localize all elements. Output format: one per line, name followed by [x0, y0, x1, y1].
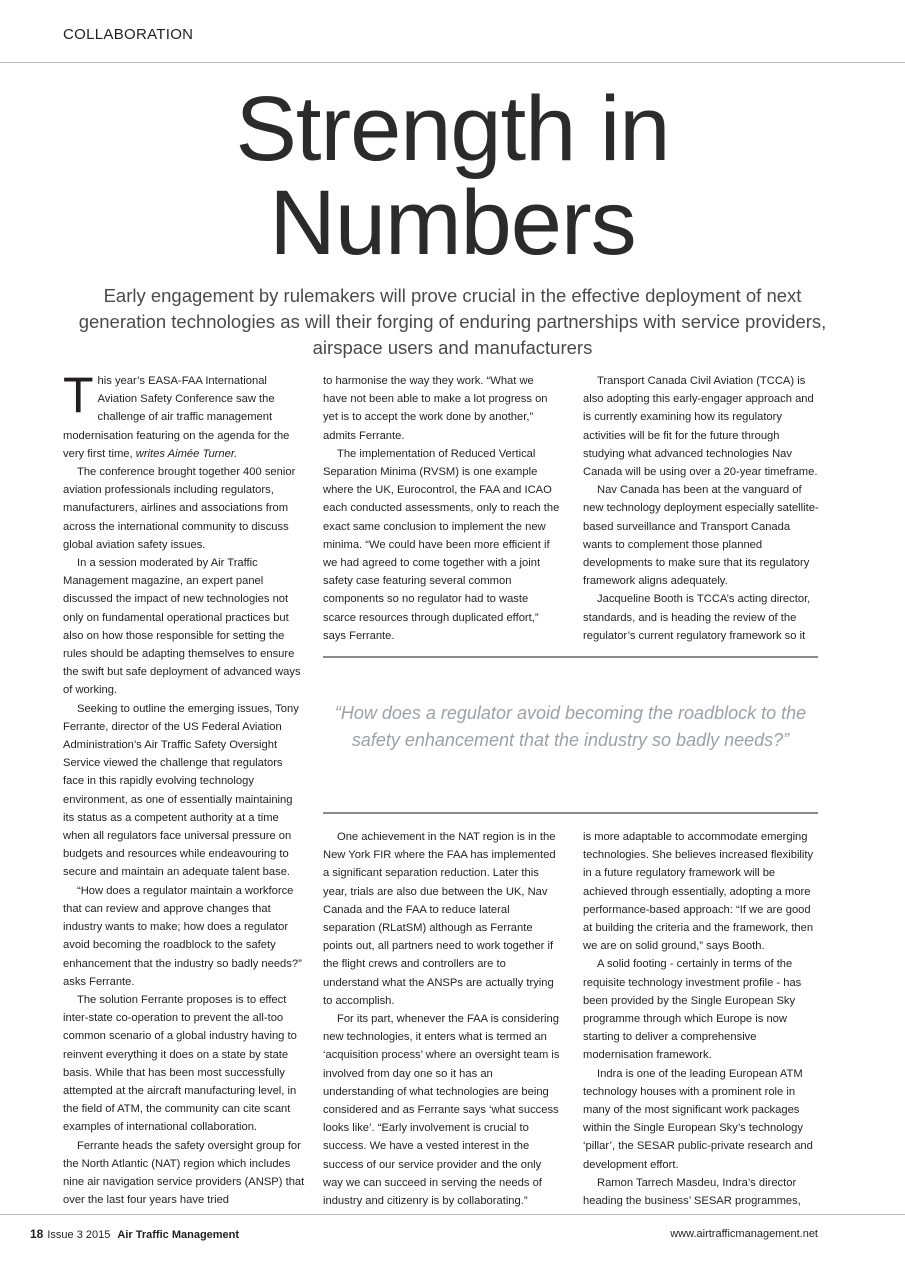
drop-cap: T — [63, 367, 94, 423]
magazine-name: Air Traffic Management — [117, 1229, 240, 1241]
headline-line-2: Numbers — [269, 172, 636, 274]
standfirst: Early engagement by rulemakers will prove crucial in the effective deployment of next generation technologies as will their forging of enduring partnerships with service providers, airspace users and manufacturers — [78, 285, 827, 358]
article-column-1 — [63, 367, 305, 1209]
headline-line-1: Strength in — [235, 78, 670, 180]
paragraph: For its part, whenever the FAA is considering new technologies, it enters what is termed an ‘acquisition process’ where an oversight team is involved from day one so it has an understanding of what technologies are being considered and as Ferrante says ‘what success looks like’. “Early involvement is crucial to success. We have a vested interest in the success of our service provider and the only way we can succeed in serving the needs of industry and citizenry is by collaborating.” — [323, 1013, 560, 1208]
article-column-2-bottom — [323, 828, 561, 1210]
footer-divider — [0, 1214, 905, 1215]
paragraph: Seeking to outline the emerging issues, Tony Ferrante, director of the US Federal Aviation Administration’s Air Traffic Safety Oversight Service viewed the challenge that regulators face in this rapidly evolving technology environment, as one of essentially maintaining its status as a competent authority at a time when all regulators face universal pressure on budgets and resources while endeavouring to secure and maintain an adequate talent base. — [63, 702, 299, 879]
header-divider — [0, 62, 905, 63]
article-column-2-top — [323, 372, 561, 645]
issue-label: Issue 3 2015 — [47, 1229, 111, 1241]
paragraph: A solid footing - certainly in terms of the requisite technology investment profile - has been provided by the Single European Sky programme through which Europe is now starting to deliver a comprehensive modernisation framework. — [583, 958, 802, 1062]
paragraph: is more adaptable to accommodate emerging technologies. She believes increased flexibility in a future regulatory framework will be achieved through essentially, adopting a more performance-based approach: “If we are good at building the criteria and the framework, then we are on solid ground,” says Booth. — [583, 831, 814, 953]
paragraph: Indra is one of the leading European ATM technology houses with a prominent role in many of the most significant work packages within the Single European Sky’s technology ‘pillar’, the SESAR public-private research and development effort. — [583, 1067, 813, 1171]
lead-paragraph — [63, 367, 305, 463]
headline — [0, 78, 905, 274]
paragraph: to harmonise the way they work. “What we have not been able to make a lot progress on yet is to accept the work done by another,” admits Ferrante. — [323, 375, 548, 442]
paragraph: Ramon Tarrech Masdeu, Indra’s director heading the business’ SESAR programmes, — [583, 1176, 801, 1208]
pullquote-bottom-rule — [323, 812, 818, 814]
website-link[interactable]: www.airtrafficmanagement.net — [670, 1228, 818, 1240]
paragraph: In a session moderated by Air Traffic Management magazine, an expert panel discussed the impact of new technologies not only on fundamental operational practices but also on how those responsible for setting the rules should be adapting themselves to ensure the swift but safe deployment of advanced ways of working. — [63, 557, 301, 697]
byline: writes Aimée Turner. — [135, 447, 238, 460]
pull-quote: “How does a regulator avoid becoming the roadblock to the safety enhancement that the industry so badly needs?” — [334, 703, 807, 750]
section-label: COLLABORATION — [63, 26, 194, 43]
paragraph: Transport Canada Civil Aviation (TCCA) is also adopting this early-engager approach and is currently examining how its regulatory activities will be fit for the future through studying what advanced technologies Nav Canada will be using over a 20-year timeframe. — [583, 375, 818, 479]
article-column-3-bottom — [583, 828, 821, 1210]
article-column-3-top — [583, 372, 821, 645]
paragraph: Ferrante heads the safety oversight group for the North Atlantic (NAT) region which includes nine air navigation service providers (ANSP) that over the last four years have tried — [63, 1139, 305, 1207]
paragraph: The conference brought together 400 senior aviation professionals including regulators, manufacturers, airlines and associations from across the international community to discuss global aviation safety issues. — [63, 466, 296, 551]
paragraph: One achievement in the NAT region is in the New York FIR where the FAA has implemented a significant separation reduction. Later this year, trials are also due between the UK, Nav Canada and the FAA to reduce lateral separation (RLatSM) although as Ferrante points out, all partners need to work together if the flight crews and controllers are to understand what the ANSPs are actually trying to accomplish. — [323, 831, 556, 1007]
page-number: 18 — [30, 1227, 44, 1241]
lead-text: his year’s EASA-FAA International Aviation Safety Conference saw the challenge of air traffic management modernisation featuring on the agenda for the very first time, — [63, 375, 290, 460]
paragraph: Jacqueline Booth is TCCA’s acting director, standards, and is heading the review of the regulator’s current regulatory framework so it — [583, 593, 811, 642]
pullquote-top-rule — [323, 656, 818, 658]
paragraph: “How does a regulator maintain a workforce that can review and approve changes that industry wants to make; how does a regulator avoid becoming the roadblock to the safety enhancement that the industry so badly needs?” asks Ferrante. — [63, 884, 302, 988]
paragraph: The solution Ferrante proposes is to effect inter-state co-operation to prevent the all-too common scenario of a global industry having to reinvent everything it does on a state by state basis. While that has been most successfully attempted at the aircraft manufacturing level, in the field of ATM, the community can cite scant examples of international collaboration. — [63, 993, 297, 1134]
paragraph: The implementation of Reduced Vertical Separation Minima (RVSM) is one example where the UK, Eurocontrol, the FAA and ICAO each conducted assessments, only to reach the exact same conclusion to implement the new minima. “We could have been more efficient if we had agreed to come together with a joint safety case featuring several common components so no regulator had to waste scarce resources through duplicated effort,” says Ferrante. — [323, 447, 560, 642]
folio — [30, 1227, 239, 1241]
paragraph: Nav Canada has been at the vanguard of new technology deployment especially satellite-based surveillance and Transport Canada wants to complement those planned developments to make sure that its regulatory framework aligns adequately. — [583, 484, 819, 588]
